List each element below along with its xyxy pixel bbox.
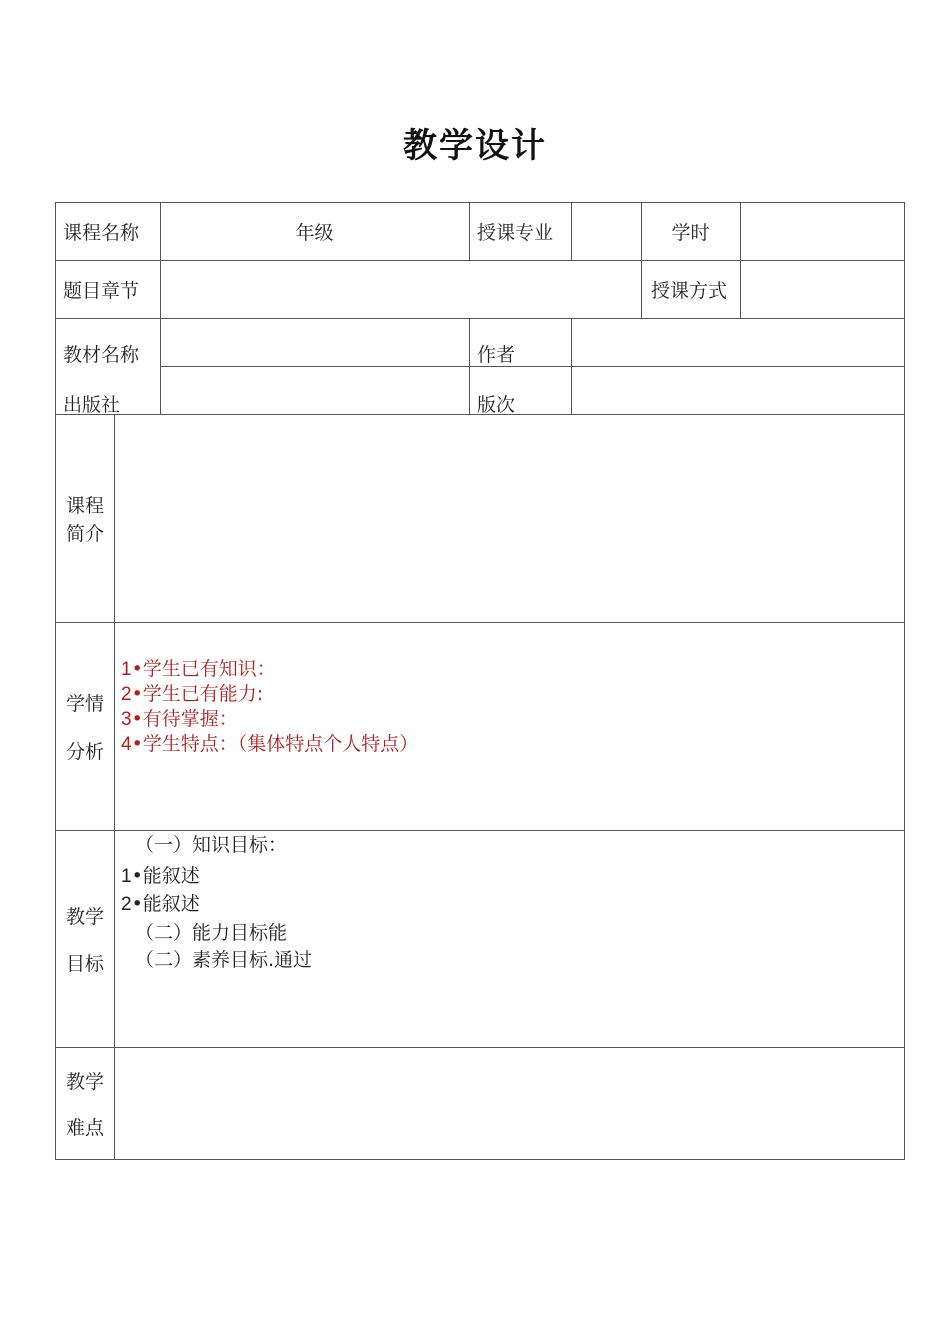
item-number: 4 — [121, 734, 132, 755]
textbook-label: 教材名称 — [63, 344, 140, 366]
knowledge-objective-heading: （一）知识目标： — [135, 834, 288, 856]
literacy-objective: （二）素养目标.通过 — [135, 949, 313, 971]
author-label: 作者 — [477, 344, 516, 366]
course-intro-label: 课程 — [66, 495, 105, 517]
item-number: 3 — [121, 709, 132, 730]
objective-item — [121, 892, 200, 917]
item-text: •有待掌握： — [131, 708, 238, 730]
course-intro-label: 简介 — [66, 523, 105, 545]
learner-analysis-label: 学情 — [66, 693, 105, 715]
objectives-label: 目标 — [66, 953, 105, 975]
item-number: 1 — [121, 866, 132, 887]
column-divider — [469, 318, 470, 414]
analysis-item — [121, 682, 263, 707]
objective-item — [121, 864, 200, 889]
column-divider — [469, 202, 470, 260]
method-label: 授课方式 — [651, 280, 728, 302]
item-text: •学生特点：（集体特点个人特点） — [131, 733, 419, 755]
item-text: •能叙述 — [131, 893, 200, 915]
item-text: •能叙述 — [131, 865, 200, 887]
analysis-item — [121, 657, 276, 682]
row-divider — [55, 318, 905, 319]
column-divider — [571, 202, 572, 260]
item-number: 2 — [121, 684, 132, 705]
item-text: •学生已有知识： — [131, 658, 276, 680]
page-title: 教学设计 — [403, 126, 547, 166]
publisher-label: 出版社 — [63, 394, 121, 416]
ability-objective: （二）能力目标能 — [135, 922, 288, 944]
analysis-item — [121, 707, 238, 732]
row-divider — [55, 260, 905, 261]
difficulty-label: 教学 — [66, 1071, 105, 1093]
item-text: •学生已有能力: — [131, 683, 264, 705]
difficulty-label: 难点 — [66, 1117, 105, 1139]
hours-label: 学时 — [671, 222, 710, 244]
column-divider — [740, 202, 741, 318]
row-divider — [55, 1047, 905, 1048]
item-number: 1 — [121, 659, 132, 680]
column-divider — [114, 414, 115, 1160]
major-label: 授课专业 — [477, 222, 554, 244]
row-divider — [55, 622, 905, 623]
course-name-label: 课程名称 — [63, 222, 140, 244]
row-divider — [160, 366, 905, 367]
objectives-label: 教学 — [66, 906, 105, 928]
item-number: 2 — [121, 894, 132, 915]
grade-label: 年级 — [295, 222, 334, 244]
row-divider — [55, 830, 905, 831]
analysis-item — [121, 732, 418, 757]
chapter-label: 题目章节 — [63, 280, 140, 302]
learner-analysis-label: 分析 — [66, 741, 105, 763]
edition-label: 版次 — [477, 394, 516, 416]
column-divider — [571, 318, 572, 414]
column-divider — [641, 202, 642, 318]
